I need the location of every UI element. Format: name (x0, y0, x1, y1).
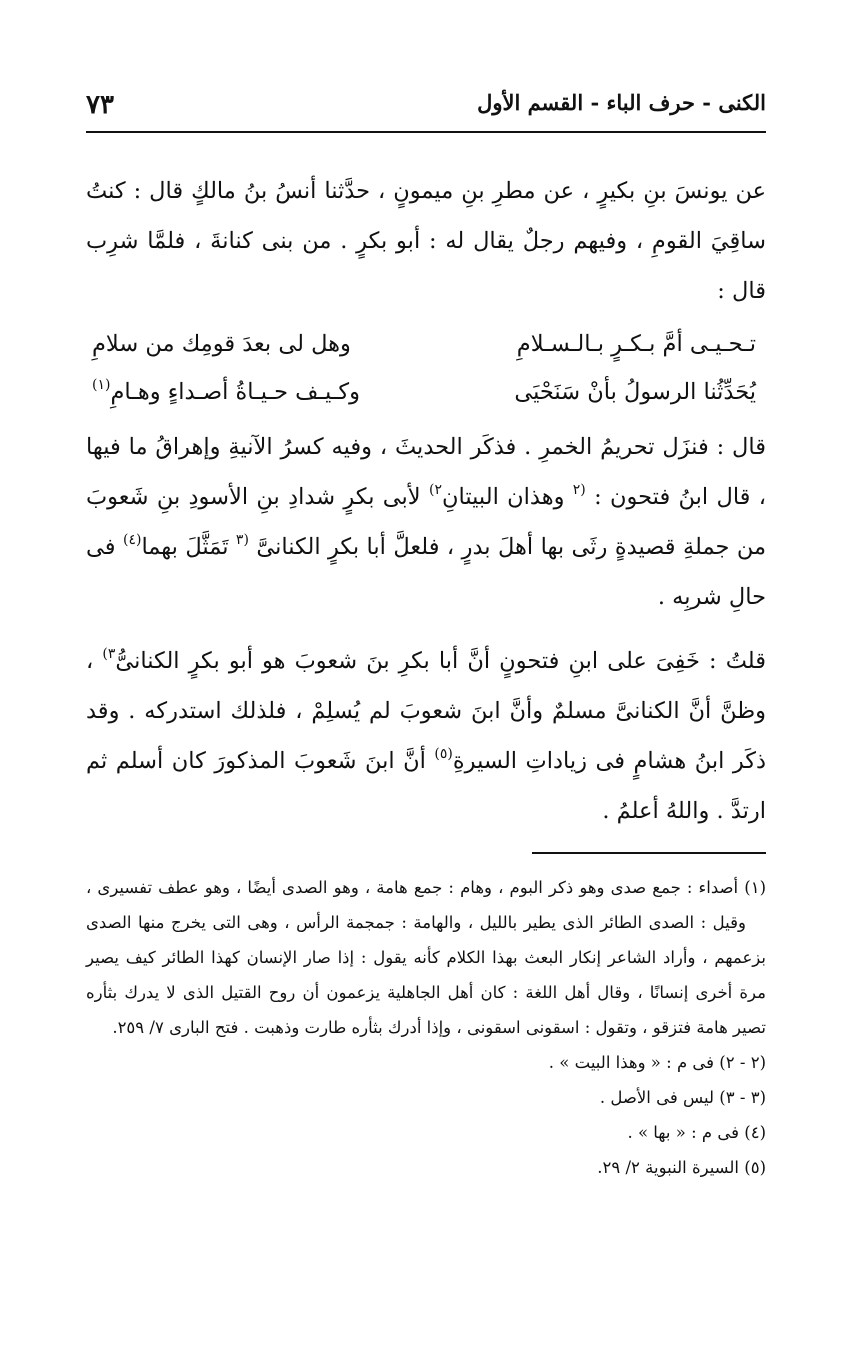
verse-hemistich: تـحـيـى أمَّ بـكـرٍ بـالـسـلامِ (516, 331, 756, 357)
text-run: ، وظنَّ أنَّ الكنانىَّ مسلمٌ وأنَّ ابنَ شعوبَ لم يُسلِمْ ، فلذلك استدركه . وقد ذكَر ابنُ هشامٍ فى زياداتِ السيرةِ (86, 648, 766, 774)
main-text (86, 166, 766, 836)
text-run: قلتُ : خَفِىَ على ابنِ فتحونٍ أنَّ أبا بكرِ بنَ شعوبَ هو أبو بكرٍ الكنانىُّ (115, 648, 767, 674)
page-header (86, 84, 766, 124)
verse-line-2 (92, 370, 756, 418)
footnote-line: الذى لا يدرك بثأره تصير هامة فتزقو ، وتقول : اسقونى اسقونى ، وإذا أدرك بثأره طارت (86, 983, 766, 1037)
footnote-line: بزعمهم ، وأراد الشاعر إنكار البعث بهذا الكلام كأنه يقول : إذا صار الإنسان كهذا الطائر (162, 948, 766, 967)
verse-text: وكـيـف حـيـاةُ أصـداءٍ وهـامِ (110, 379, 360, 405)
paragraph-1 (86, 166, 766, 316)
verse-hemistich (92, 370, 360, 418)
footnote-marker: (٥) (434, 746, 453, 762)
paragraph-gap (86, 622, 766, 636)
verse-hemistich: يُحَدِّثُنا الرسولُ بأنْ سَنَحْيَى (514, 379, 756, 405)
footnote-3: (٣ - ٣) ليس فى الأصل . (599, 1088, 766, 1107)
footnote-line: وذهبت . فتح البارى ٧/ ٢٥٩. (112, 1018, 300, 1037)
poem-verses (86, 322, 766, 418)
footnote-rule (532, 852, 766, 854)
footnote-marker: (٤) (122, 532, 142, 548)
footnote-line: (١) أصداء : جمع صدى وهو ذكر البوم ، وهام : جمع هامة ، وهو الصدى أيضًا ، وهو عطف تفسيرى ، (86, 878, 766, 897)
text-line: عن يونسَ بنِ بكيرٍ ، عن مطرِ بنِ ميمونٍ ، حدَّثنا أنسُ بنُ مالكٍ قال : كنتُ (86, 178, 766, 204)
text-run: تَمَثَّلَ بهما (141, 534, 236, 560)
footnote-marker: (١) (92, 377, 111, 393)
verse-line-1 (92, 322, 756, 370)
footnote-line: كيف يصير مرة أخرى إنسانًا ، وقال أهل اللغة : كان أهل الجاهلية يزعمون أن روح القتيل (86, 948, 766, 1002)
text-run: قال : فنزَل تحريمُ الخمرِ . فذكَر الحديثَ ، وفيه كسرُ الآنيةِ وإهراقُ ما فيها ، قال ابنُ فتحون : (86, 434, 767, 510)
footnote-marker: ٣) (102, 646, 116, 662)
header-rule (86, 131, 766, 133)
footnote-marker: (٣ (235, 532, 249, 548)
footnote-5: (٥) السيرة النبوية ٢/ ٢٩. (597, 1158, 766, 1177)
text-line: ساقِيَ القومِ ، وفيهم رجلٌ يقال له : أبو بكرٍ . من بنى كنانةَ ، فلمَّا شرِب قال : (86, 228, 766, 304)
paragraph-3 (86, 636, 766, 836)
footnote-line: وقيل : الصدى الطائر الذى يطير بالليل ، والهامة : جمجمة الرأس ، وهى التى يخرج منها الصدى (86, 913, 746, 932)
footnote-2: (٢ - ٢) فى م : « وهذا البيت » . (548, 1053, 766, 1072)
text-run: فى حالِ شربِه . (86, 534, 766, 610)
text-run: وهذان البيتانِ (441, 484, 573, 510)
verse-hemistich: وهل لى بعدَ قومِك من سلامِ (92, 331, 351, 357)
footnote-4: (٤) فى م : « بها » . (627, 1123, 766, 1142)
paragraph-2 (86, 422, 766, 622)
page-number: ٧٣ (86, 90, 114, 120)
footnotes (86, 870, 766, 1185)
footnote-marker: ٢) (428, 482, 442, 498)
text-run: لأبى بكرٍ شدادِ بنِ الأسودِ بنِ شَعوبَ من جملةِ قصيدةٍ رثَى بها أهلَ بدرٍ ، فلعلَّ أبا بكرٍ الكنانىَّ (86, 484, 766, 560)
footnote-1 (86, 870, 766, 1045)
footnote-marker: (٢ (572, 482, 586, 498)
text-run: أنَّ ابنَ شَعوبَ المذكورَ كان أسلم ثم ارتدَّ . واللهُ أعلمُ . (86, 748, 766, 824)
running-title: الكنى - حرف الباء - القسم الأول (477, 90, 766, 115)
